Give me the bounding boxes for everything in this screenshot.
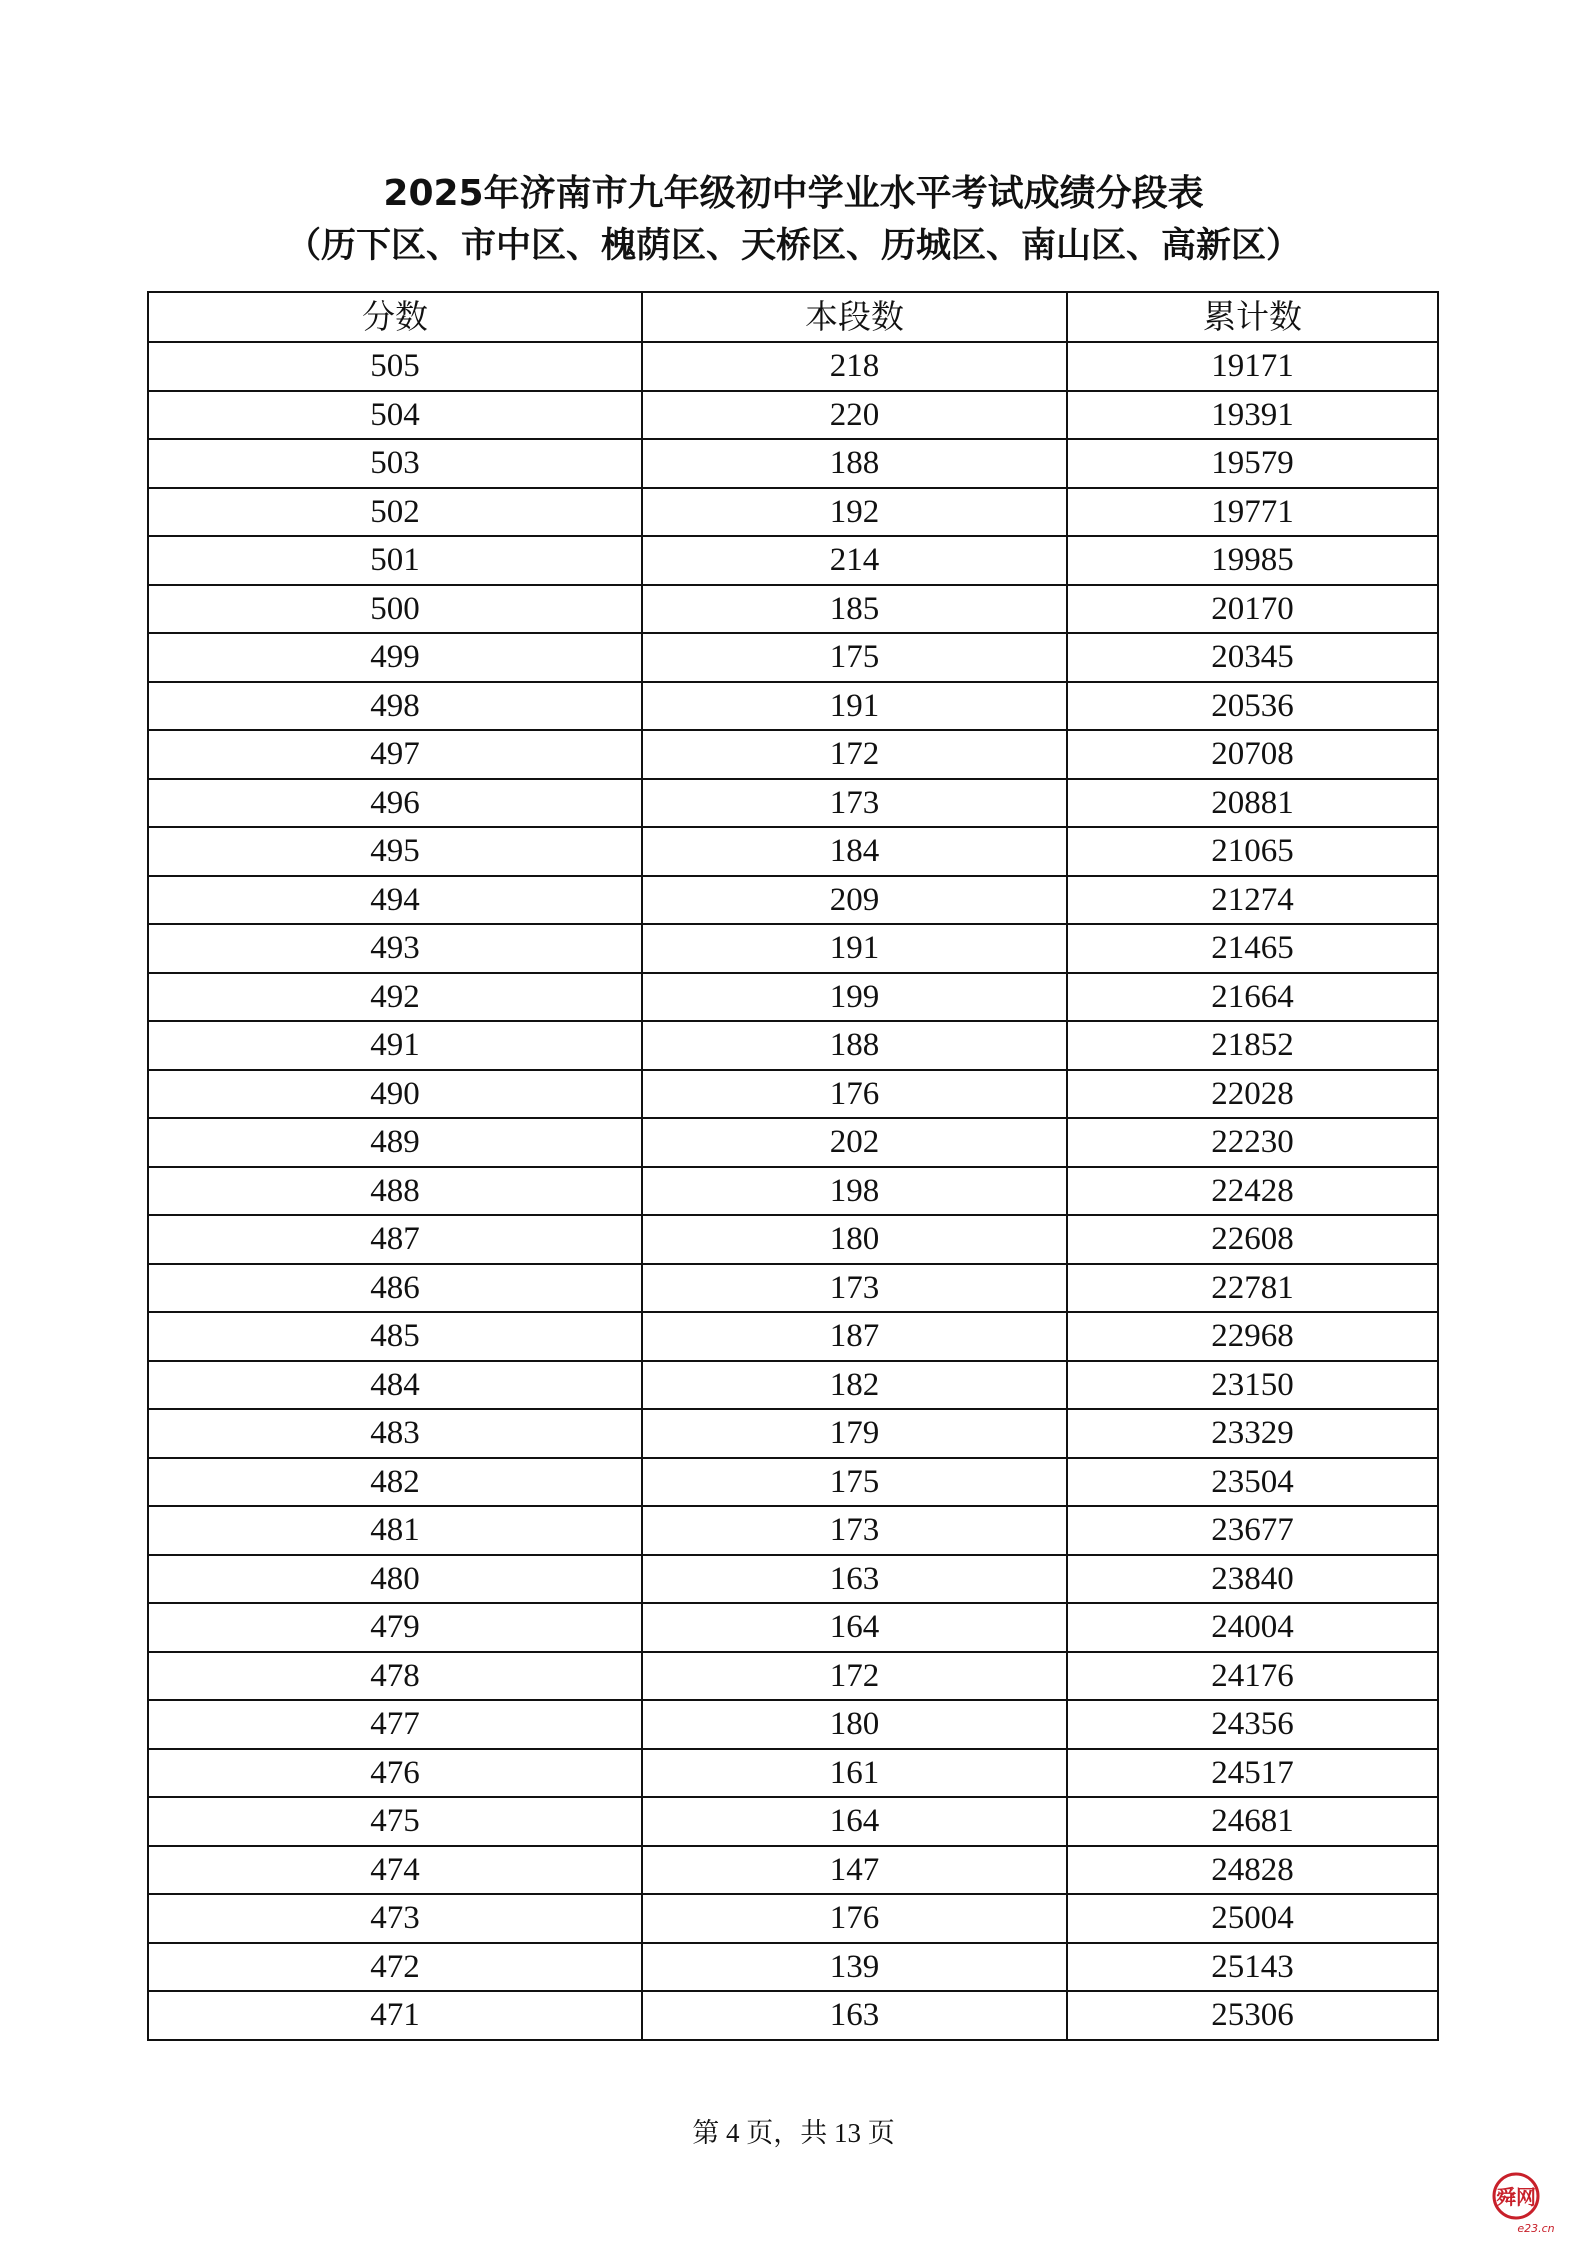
- header-cumulative-count: 累计数: [1067, 292, 1438, 342]
- table-row: [148, 1021, 1438, 1070]
- cell-segment-count: 187: [642, 1312, 1067, 1361]
- table-row: [148, 1603, 1438, 1652]
- cell-segment-count: 164: [642, 1797, 1067, 1846]
- cell-segment-count: 180: [642, 1215, 1067, 1264]
- cell-score: 487: [148, 1215, 642, 1264]
- page-footer: 第 4 页，共 13 页: [692, 2118, 895, 2148]
- cell-segment-count: 164: [642, 1603, 1067, 1652]
- page-title: 2025年济南市九年级初中学业水平考试成绩分段表: [383, 173, 1204, 214]
- table-row: [148, 1361, 1438, 1410]
- cell-cumulative-count: 24517: [1067, 1749, 1438, 1798]
- cell-score: 496: [148, 779, 642, 828]
- cell-segment-count: 172: [642, 730, 1067, 779]
- cell-cumulative-count: 19985: [1067, 536, 1438, 585]
- cell-score: 480: [148, 1555, 642, 1604]
- table-row: [148, 391, 1438, 440]
- cell-segment-count: 163: [642, 1555, 1067, 1604]
- cell-cumulative-count: 22028: [1067, 1070, 1438, 1119]
- cell-cumulative-count: 25004: [1067, 1894, 1438, 1943]
- cell-segment-count: 163: [642, 1991, 1067, 2040]
- cell-cumulative-count: 19171: [1067, 342, 1438, 391]
- cell-cumulative-count: 22230: [1067, 1118, 1438, 1167]
- table-row: [148, 1312, 1438, 1361]
- cell-score: 488: [148, 1167, 642, 1216]
- cell-cumulative-count: 20881: [1067, 779, 1438, 828]
- table-row: [148, 536, 1438, 585]
- cell-score: 472: [148, 1943, 642, 1992]
- table-row: [148, 1215, 1438, 1264]
- cell-score: 503: [148, 439, 642, 488]
- cell-segment-count: 202: [642, 1118, 1067, 1167]
- cell-score: 483: [148, 1409, 642, 1458]
- table-row: [148, 876, 1438, 925]
- table-row: [148, 779, 1438, 828]
- cell-cumulative-count: 22781: [1067, 1264, 1438, 1313]
- cell-cumulative-count: 25306: [1067, 1991, 1438, 2040]
- cell-segment-count: 188: [642, 439, 1067, 488]
- cell-cumulative-count: 22608: [1067, 1215, 1438, 1264]
- cell-cumulative-count: 24356: [1067, 1700, 1438, 1749]
- cell-cumulative-count: 23150: [1067, 1361, 1438, 1410]
- cell-cumulative-count: 23504: [1067, 1458, 1438, 1507]
- cell-score: 493: [148, 924, 642, 973]
- cell-score: 490: [148, 1070, 642, 1119]
- table-row: [148, 1797, 1438, 1846]
- table-row: [148, 1264, 1438, 1313]
- cell-cumulative-count: 24681: [1067, 1797, 1438, 1846]
- table-row: [148, 1506, 1438, 1555]
- cell-score: 486: [148, 1264, 642, 1313]
- table-row: [148, 924, 1438, 973]
- table-row: [148, 682, 1438, 731]
- cell-score: 471: [148, 1991, 642, 2040]
- cell-cumulative-count: 20708: [1067, 730, 1438, 779]
- cell-segment-count: 179: [642, 1409, 1067, 1458]
- cell-cumulative-count: 23840: [1067, 1555, 1438, 1604]
- cell-cumulative-count: 21852: [1067, 1021, 1438, 1070]
- cell-cumulative-count: 24828: [1067, 1846, 1438, 1895]
- cell-cumulative-count: 20345: [1067, 633, 1438, 682]
- cell-segment-count: 176: [642, 1070, 1067, 1119]
- cell-segment-count: 139: [642, 1943, 1067, 1992]
- cell-cumulative-count: 20170: [1067, 585, 1438, 634]
- table-row: [148, 1652, 1438, 1701]
- cell-segment-count: 147: [642, 1846, 1067, 1895]
- cell-segment-count: 191: [642, 924, 1067, 973]
- cell-segment-count: 192: [642, 488, 1067, 537]
- table-row: [148, 1894, 1438, 1943]
- table-row: [148, 585, 1438, 634]
- cell-segment-count: 188: [642, 1021, 1067, 1070]
- cell-segment-count: 209: [642, 876, 1067, 925]
- cell-cumulative-count: 21274: [1067, 876, 1438, 925]
- table-header-row: [148, 292, 1438, 342]
- cell-score: 475: [148, 1797, 642, 1846]
- cell-cumulative-count: 21465: [1067, 924, 1438, 973]
- table-row: [148, 633, 1438, 682]
- cell-segment-count: 199: [642, 973, 1067, 1022]
- table-row: [148, 1943, 1438, 1992]
- cell-score: 481: [148, 1506, 642, 1555]
- cell-segment-count: 185: [642, 585, 1067, 634]
- cell-segment-count: 175: [642, 1458, 1067, 1507]
- cell-segment-count: 184: [642, 827, 1067, 876]
- cell-cumulative-count: 25143: [1067, 1943, 1438, 1992]
- table-row: [148, 1409, 1438, 1458]
- cell-score: 473: [148, 1894, 642, 1943]
- table-row: [148, 730, 1438, 779]
- cell-score: 482: [148, 1458, 642, 1507]
- cell-score: 478: [148, 1652, 642, 1701]
- cell-segment-count: 214: [642, 536, 1067, 585]
- cell-cumulative-count: 20536: [1067, 682, 1438, 731]
- cell-segment-count: 182: [642, 1361, 1067, 1410]
- cell-score: 476: [148, 1749, 642, 1798]
- cell-cumulative-count: 22968: [1067, 1312, 1438, 1361]
- table-row: [148, 1167, 1438, 1216]
- page-subtitle: （历下区、市中区、槐荫区、天桥区、历城区、南山区、高新区）: [285, 226, 1301, 266]
- cell-score: 485: [148, 1312, 642, 1361]
- cell-score: 492: [148, 973, 642, 1022]
- table-row: [148, 827, 1438, 876]
- table-row: [148, 488, 1438, 537]
- cell-segment-count: 172: [642, 1652, 1067, 1701]
- table-row: [148, 1118, 1438, 1167]
- cell-score: 489: [148, 1118, 642, 1167]
- cell-score: 498: [148, 682, 642, 731]
- cell-cumulative-count: 24176: [1067, 1652, 1438, 1701]
- table-row: [148, 1070, 1438, 1119]
- cell-segment-count: 180: [642, 1700, 1067, 1749]
- cell-cumulative-count: 23677: [1067, 1506, 1438, 1555]
- cell-segment-count: 173: [642, 1506, 1067, 1555]
- table-body: [148, 342, 1438, 2040]
- cell-segment-count: 173: [642, 779, 1067, 828]
- cell-segment-count: 176: [642, 1894, 1067, 1943]
- cell-cumulative-count: 19579: [1067, 439, 1438, 488]
- cell-score: 497: [148, 730, 642, 779]
- watermark-domain: e23.cn: [1517, 2222, 1555, 2235]
- watermark-text: 舜网: [1496, 2185, 1536, 2209]
- cell-score: 494: [148, 876, 642, 925]
- cell-cumulative-count: 22428: [1067, 1167, 1438, 1216]
- cell-score: 504: [148, 391, 642, 440]
- cell-segment-count: 161: [642, 1749, 1067, 1798]
- table-row: [148, 1846, 1438, 1895]
- table-row: [148, 1555, 1438, 1604]
- cell-segment-count: 220: [642, 391, 1067, 440]
- cell-score: 474: [148, 1846, 642, 1895]
- score-distribution-table: [147, 291, 1439, 2041]
- cell-score: 495: [148, 827, 642, 876]
- header-segment-count: 本段数: [642, 292, 1067, 342]
- cell-segment-count: 198: [642, 1167, 1067, 1216]
- cell-score: 505: [148, 342, 642, 391]
- table-row: [148, 1991, 1438, 2040]
- cell-cumulative-count: 21664: [1067, 973, 1438, 1022]
- cell-score: 484: [148, 1361, 642, 1410]
- table-row: [148, 1458, 1438, 1507]
- cell-segment-count: 218: [642, 342, 1067, 391]
- cell-score: 502: [148, 488, 642, 537]
- cell-cumulative-count: 23329: [1067, 1409, 1438, 1458]
- cell-score: 477: [148, 1700, 642, 1749]
- cell-segment-count: 173: [642, 1264, 1067, 1313]
- cell-cumulative-count: 21065: [1067, 827, 1438, 876]
- cell-score: 501: [148, 536, 642, 585]
- cell-score: 499: [148, 633, 642, 682]
- table-row: [148, 973, 1438, 1022]
- table-row: [148, 1749, 1438, 1798]
- table-row: [148, 1700, 1438, 1749]
- cell-segment-count: 175: [642, 633, 1067, 682]
- cell-segment-count: 191: [642, 682, 1067, 731]
- table-row: [148, 342, 1438, 391]
- cell-cumulative-count: 19391: [1067, 391, 1438, 440]
- cell-score: 500: [148, 585, 642, 634]
- header-score: 分数: [148, 292, 642, 342]
- cell-score: 491: [148, 1021, 642, 1070]
- cell-cumulative-count: 24004: [1067, 1603, 1438, 1652]
- cell-cumulative-count: 19771: [1067, 488, 1438, 537]
- cell-score: 479: [148, 1603, 642, 1652]
- table-row: [148, 439, 1438, 488]
- e23-watermark-logo: [1490, 2170, 1568, 2236]
